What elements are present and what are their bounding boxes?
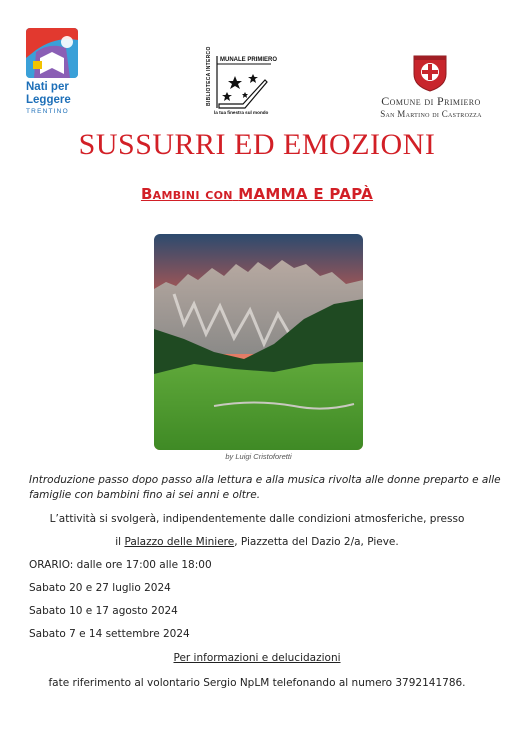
biblioteca-top-text: MUNALE PRIMIERO [220, 57, 277, 63]
info-heading: Per informazioni e delucidazioni [173, 652, 341, 664]
venue-name: Palazzo delle Miniere [124, 536, 235, 548]
npl-line2: Leggere [26, 94, 71, 106]
date-july: Sabato 20 e 27 luglio 2024 [29, 582, 171, 594]
nati-per-leggere-logo [26, 28, 78, 118]
book-reading-icon [26, 28, 78, 78]
comune-name: Comune di Primiero [381, 94, 481, 108]
date-august: Sabato 10 e 17 agosto 2024 [29, 605, 178, 617]
photo-credit: by Luigi Cristoforetti [225, 452, 292, 461]
comune-primiero-logo [366, 54, 496, 120]
page-title: SUSSURRI ED EMOZIONI [78, 128, 436, 161]
info-contact: fate riferimento al volontario Sergio NpLM telefonando al numero 3792141786. [48, 677, 466, 689]
subtitle [0, 185, 514, 203]
biblioteca-logo [205, 46, 277, 120]
location-line1: L’attività si svolgerà, indipendentemente dalle condizioni atmosferiche, presso [49, 513, 465, 525]
subtitle-part1: Bambini con [140, 185, 233, 203]
intro-line2: famiglie con bambini fino ai sei anni e oltre. [29, 489, 261, 501]
schedule-hours: ORARIO: dalle ore 17:00 alle 18:00 [29, 559, 212, 571]
subtitle-part2: MAMMA E PAPÀ [238, 185, 374, 203]
location-line2 [0, 536, 514, 548]
location-prefix: il [115, 536, 122, 548]
npl-line3: TRENTINO [26, 108, 69, 115]
npl-line1: Nati per [26, 81, 69, 93]
mountain-photo [154, 234, 363, 450]
comune-subname: San Martino di Castrozza [380, 109, 482, 119]
biblioteca-tagline: la tua finestra sul mondo [214, 110, 269, 115]
intro-line1: Introduzione passo dopo passo alla lettura e alla musica rivolta alle donne preparto e alle [29, 474, 501, 486]
venue-address: , Piazzetta del Dazio 2/a, Pieve. [234, 536, 399, 548]
coat-of-arms-icon [412, 54, 448, 92]
biblioteca-side-text: BIBLIOTECA INTERCO [206, 46, 212, 106]
date-september: Sabato 7 e 14 settembre 2024 [29, 628, 190, 640]
